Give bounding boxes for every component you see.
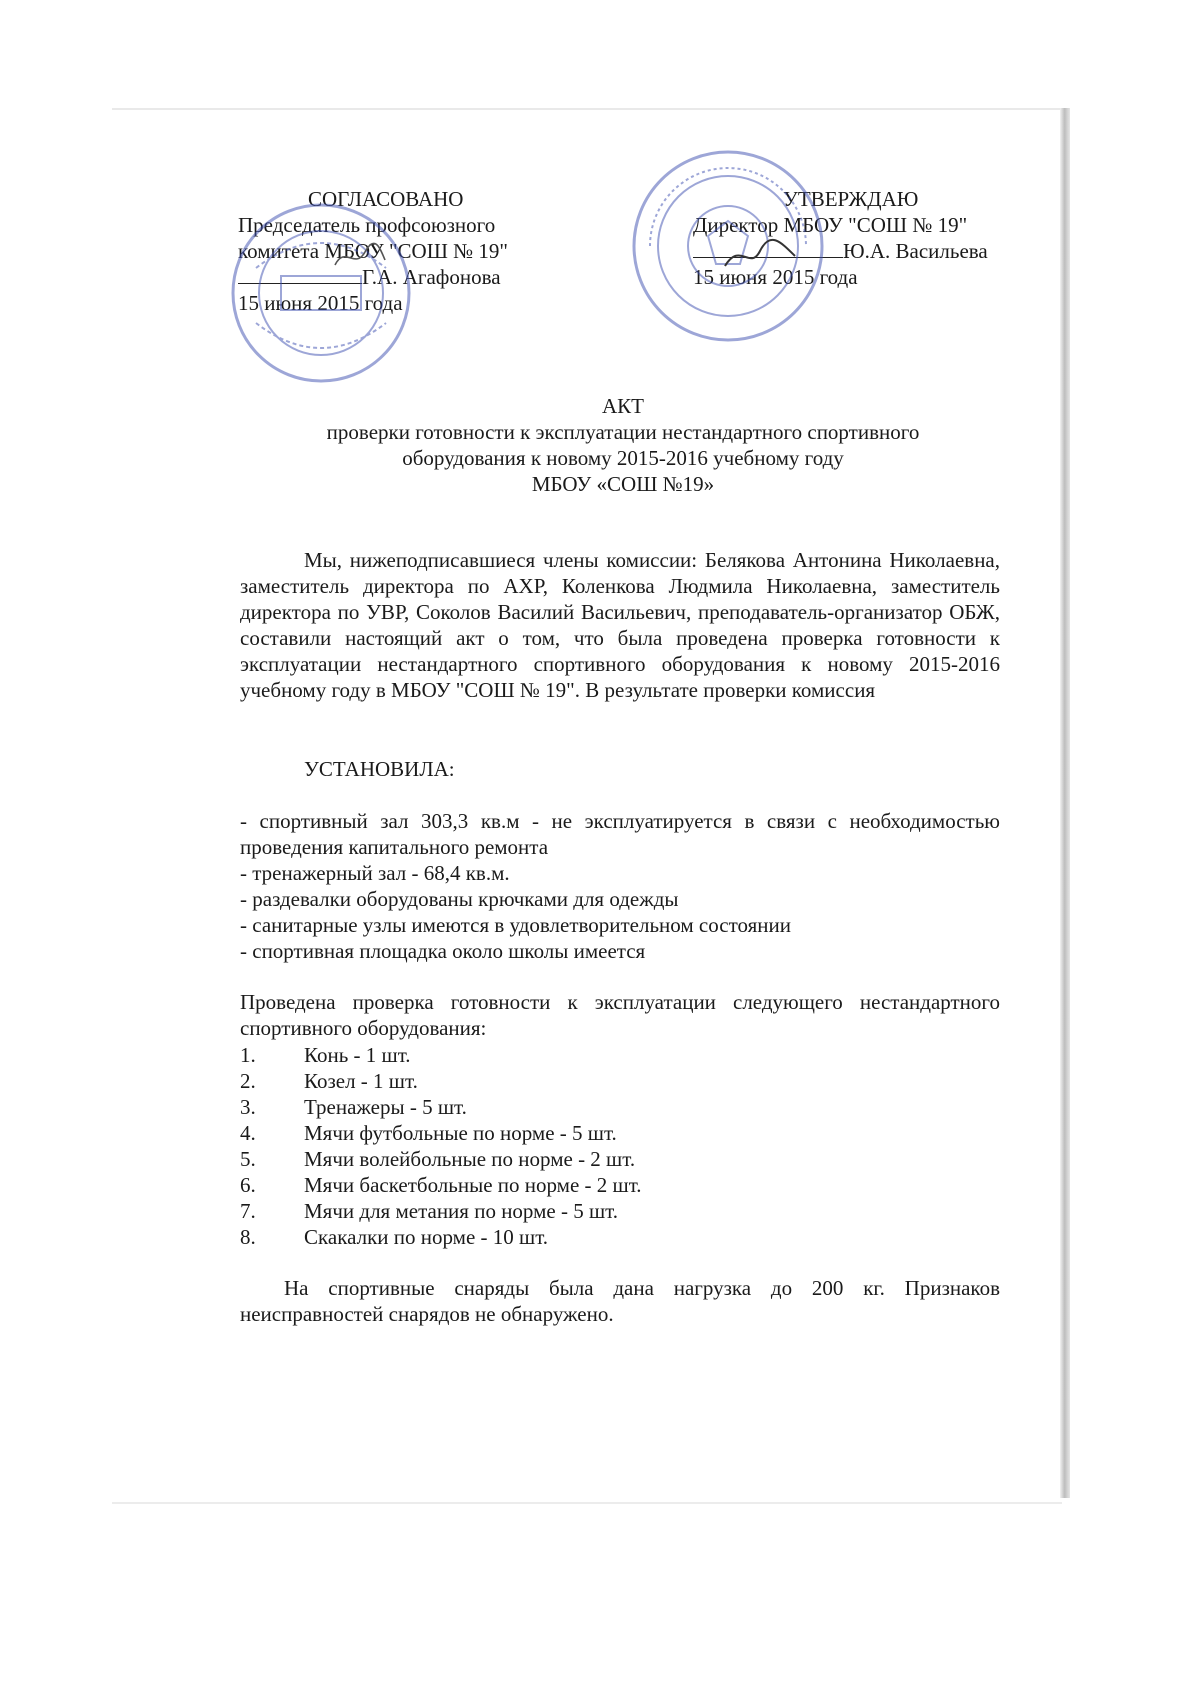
list-item: 4. Мячи футбольные по норме - 5 шт. bbox=[240, 1121, 617, 1145]
finding-item: - спортивная площадка около школы имеется bbox=[240, 939, 646, 963]
finding-item: - тренажерный зал - 68,4 кв.м. bbox=[240, 861, 510, 885]
list-item: 2. Козел - 1 шт. bbox=[240, 1069, 418, 1093]
approved-date: 15 июня 2015 года bbox=[693, 265, 858, 289]
list-item: 7. Мячи для метания по норме - 5 шт. bbox=[240, 1199, 618, 1223]
approved-position: Директор МБОУ "СОШ № 19" bbox=[693, 213, 968, 237]
director-signature-icon bbox=[720, 236, 800, 276]
equipment-list bbox=[240, 1042, 642, 1250]
established-label: УСТАНОВИЛА: bbox=[304, 757, 455, 781]
finding-item: - спортивный зал 303,3 кв.м - не эксплуатируется в связи с необходимостью проведения капитального ремонта bbox=[240, 809, 1000, 859]
check-paragraph: Проведена проверка готовности к эксплуатации следующего нестандартного спортивного оборудования: bbox=[240, 990, 1000, 1040]
agreed-date: 15 июня 2015 года bbox=[238, 291, 403, 315]
agreed-position: Председатель профсоюзного bbox=[238, 213, 496, 237]
list-item: 6. Мячи баскетбольные по норме - 2 шт. bbox=[240, 1173, 642, 1197]
list-item: 3. Тренажеры - 5 шт. bbox=[240, 1095, 467, 1119]
title-subject: проверки готовности к эксплуатации нестандартного спортивного bbox=[326, 420, 920, 444]
title-school: МБОУ «СОШ №19» bbox=[531, 472, 715, 496]
chairman-signature-icon bbox=[330, 240, 390, 274]
union-stamp-icon bbox=[226, 198, 416, 388]
title-act: АКТ bbox=[602, 394, 644, 418]
agreed-signatory: Г.А. Агафонова bbox=[362, 265, 501, 289]
scan-edge-top bbox=[112, 108, 1062, 110]
findings-list bbox=[240, 808, 1000, 964]
scan-edge-bottom bbox=[112, 1502, 1062, 1504]
closing-paragraph: На спортивные снаряды была дана нагрузка до 200 кг. Признаков неисправностей снарядов не обнаружено. bbox=[240, 1276, 1000, 1326]
agreed-committee: комитета МБОУ "СОШ № 19" bbox=[238, 239, 508, 263]
document-title bbox=[238, 393, 1008, 497]
finding-item: - раздевалки оборудованы крючками для одежды bbox=[240, 887, 679, 911]
list-item: 5. Мячи волейбольные по норме - 2 шт. bbox=[240, 1147, 636, 1171]
scan-edge-right bbox=[1060, 108, 1070, 1498]
intro-paragraph: Мы, нижеподписавшиеся члены комиссии: Белякова Антонина Николаевна, заместитель директора по АХР, Коленкова Людмила Николаевна, заместитель директора по УВР, Соколов Василий Васильевич, преподаватель-организатор ОБЖ, составили настоящий акт о том, что была проведена проверка готовности к эксплуатации нестандартного спортивного оборудования к новому 2015-2016 учебному году в МБОУ "СОШ № 19". В результате проверки комиссия bbox=[240, 548, 1000, 702]
finding-item: - санитарные узлы имеются в удовлетворительном состоянии bbox=[240, 913, 791, 937]
list-item: 8. Скакалки по норме - 10 шт. bbox=[240, 1225, 549, 1249]
approved-heading: УТВЕРЖДАЮ bbox=[783, 187, 919, 211]
title-subject-cont: оборудования к новому 2015-2016 учебному году bbox=[402, 446, 844, 470]
list-item: 1. Конь - 1 шт. bbox=[240, 1043, 411, 1067]
approved-signatory: Ю.А. Васильева bbox=[843, 239, 988, 263]
agreed-heading: СОГЛАСОВАНО bbox=[308, 187, 464, 211]
